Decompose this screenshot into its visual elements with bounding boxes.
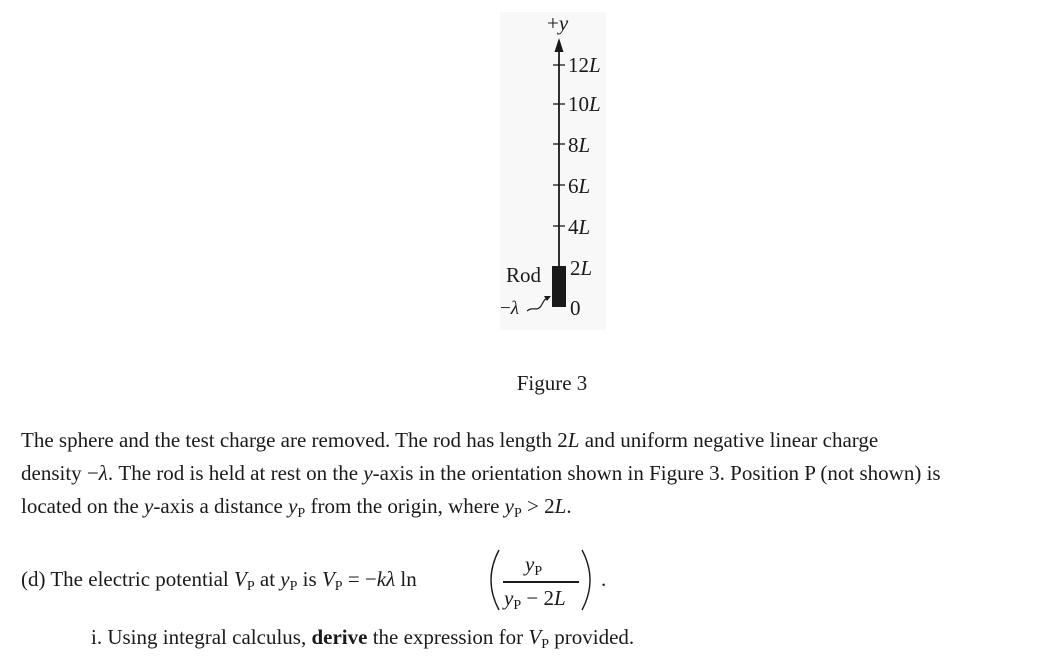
tick-label-12L: 12L	[568, 53, 601, 77]
tick-label-10L: 10L	[568, 92, 601, 116]
part-d-text: (d) The electric potential $V_P$ at $y_P$ is $V_P = -k\lambda$ ln	[21, 567, 417, 594]
part-d-period: .	[601, 567, 607, 591]
right-paren	[582, 550, 590, 610]
tick-label-8L: 8L	[568, 133, 591, 157]
part-d	[21, 548, 1021, 612]
charged-rod	[552, 266, 566, 307]
axis-y: y	[558, 11, 569, 35]
left-paren	[491, 550, 499, 610]
part-i-prefix: i. Using integral calculus,	[91, 625, 307, 649]
tick-label-0: 0	[570, 296, 581, 320]
tick-label-2L: 2L	[570, 256, 593, 280]
axis-plus: +	[547, 11, 559, 35]
paragraph-line-1: The sphere and the test charge are removed. The rod has length 2L and uniform negative linear charge	[21, 428, 879, 452]
problem-paragraph	[21, 424, 1036, 530]
part-i	[91, 625, 634, 653]
figure-3	[0, 0, 1048, 330]
part-i-suffix: the expression for $V_P$ provided.	[372, 625, 635, 652]
paragraph-line-3: located on the y-axis a distance $y_P$ from the origin, where $y_P > 2L$.	[21, 494, 572, 521]
paragraph-line-2: density −λ. The rod is held at rest on the y-axis in the orientation shown in Figure 3. Position P (not shown) is	[21, 461, 941, 485]
log-argument-fraction	[477, 548, 597, 612]
part-i-bold: derive	[311, 625, 368, 649]
charge-density-label: −λ	[500, 298, 519, 319]
fraction-numerator: $y_P$	[525, 552, 543, 579]
tick-label-4L: 4L	[568, 215, 591, 239]
figure-caption: Figure 3	[516, 371, 588, 395]
fraction-bar	[503, 581, 579, 583]
tick-label-6L: 6L	[568, 174, 591, 198]
fraction-denominator: $y_P - 2L$	[504, 586, 566, 613]
axis-label	[547, 13, 568, 34]
rod-label: Rod	[506, 263, 542, 287]
